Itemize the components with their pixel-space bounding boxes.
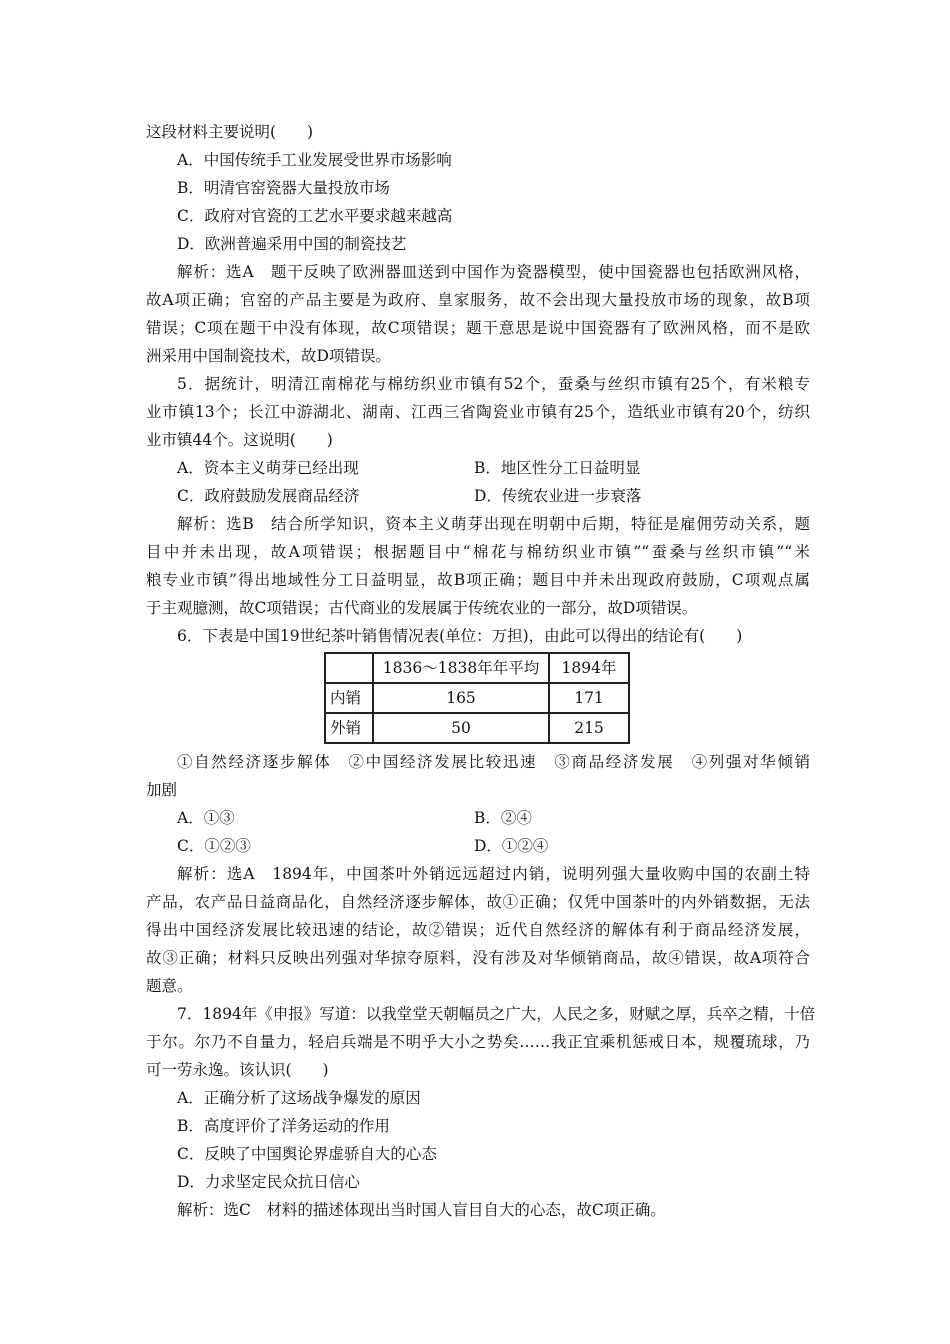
q4-analysis-line: 故A项正确；官窑的产品主要是为政府、皇家服务，故不会出现大量投放市场的现象，故B项 <box>146 291 810 309</box>
q7-analysis-line: 解析：选C 材料的描述体现出当时国人盲目自大的心态，故C项正确。 <box>177 1201 666 1219</box>
table-header-cell: 1894年 <box>549 653 629 683</box>
q6-analysis-line: 题意。 <box>146 977 193 995</box>
table-cell: 215 <box>549 713 629 743</box>
q5-analysis-line: 目中并未出现，故A项错误；根据题目中“棉花与棉纺织业市镇”“蚕桑与丝织市镇”“米 <box>146 543 810 561</box>
q5-option-b: B．地区性分工日益明显 <box>474 459 641 477</box>
q6-analysis-line: 产品，农产品日益商品化，自然经济逐步解体，故①正确；仅凭中国茶叶的内外销数据，无法 <box>146 893 810 911</box>
q6-conclusions-line: 加剧 <box>146 781 178 799</box>
q5-analysis-line: 解析：选B 结合所学知识，资本主义萌芽出现在明朝中后期，特征是雇佣劳动关系，题 <box>177 515 810 533</box>
q5-stem-line: 业市镇44个。这说明( ) <box>146 431 333 449</box>
q6-analysis-line: 故③正确；材料只反映出列强对华掠夺原料，没有涉及对华倾销商品，故④错误，故A项符合 <box>146 949 810 967</box>
q6-options-row <box>146 832 810 860</box>
q5-option-a: A．资本主义萌芽已经出现 <box>177 459 359 477</box>
q6-conclusions-line: ①自然经济逐步解体 ②中国经济发展比较迅速 ③商品经济发展 ④列强对华倾销 <box>177 753 810 771</box>
table-row <box>325 683 629 713</box>
q5-options-row <box>146 482 810 510</box>
table-cell: 171 <box>549 683 629 713</box>
q7-option-c: C．反映了中国舆论界虚骄自大的心态 <box>177 1145 437 1163</box>
q6-options-row <box>146 804 810 832</box>
q5-stem-line: 5．据统计，明清江南棉花与棉纺织业市镇有52个，蚕桑与丝织市镇有25个，有米粮专 <box>177 375 810 393</box>
table-row-label: 内销 <box>325 683 373 713</box>
q4-option-c: C．政府对官瓷的工艺水平要求越来越高 <box>177 207 453 225</box>
table-cell: 165 <box>373 683 549 713</box>
table-corner-cell <box>325 653 373 683</box>
q7-option-a: A．正确分析了这场战争爆发的原因 <box>177 1089 421 1107</box>
q5-analysis-line: 于主观臆测，故C项错误；古代商业的发展属于传统农业的一部分，故D项错误。 <box>146 599 698 617</box>
q4-option-d: D．欧洲普遍采用中国的制瓷技艺 <box>177 235 407 253</box>
q4-option-b: B．明清官窑瓷器大量投放市场 <box>177 179 390 197</box>
q6-stem: 6．下表是中国19世纪茶叶销售情况表(单位：万担)，由此可以得出的结论有( ) <box>177 627 743 645</box>
q6-option-b: B．②④ <box>474 809 532 827</box>
q7-stem-line: 7．1894年《申报》写道：以我堂堂天朝幅员之广大，人民之多，财赋之厚，兵卒之精，十倍 <box>177 1005 816 1023</box>
q6-analysis-line: 解析：选A 1894年，中国茶叶外销远远超过内销，说明列强大量收购中国的农副土特 <box>177 865 810 883</box>
table-header-cell: 1836～1838年年平均 <box>373 653 549 683</box>
document-page <box>146 118 816 1224</box>
q6-option-a: A．①③ <box>177 809 235 827</box>
q4-analysis-line: 解析：选A 题干反映了欧洲器皿送到中国作为瓷器模型，使中国瓷器也包括欧洲风格， <box>177 263 810 281</box>
q5-option-c: C．政府鼓励发展商品经济 <box>177 487 360 505</box>
q4-stem: 这段材料主要说明( ) <box>146 123 314 141</box>
q7-stem-line: 可一劳永逸。该认识( ) <box>146 1061 329 1079</box>
table-header-row <box>325 653 629 683</box>
table-row-label: 外销 <box>325 713 373 743</box>
q4-analysis-line: 洲采用中国制瓷技术，故D项错误。 <box>146 347 391 365</box>
q5-options-row <box>146 454 810 482</box>
q4-analysis-line: 错误；C项在题干中没有体现，故C项错误；题干意思是说中国瓷器有了欧洲风格，而不是欧 <box>146 319 810 337</box>
q6-option-c: C．①②③ <box>177 837 251 855</box>
q4-option-a: A．中国传统手工业发展受世界市场影响 <box>177 151 452 169</box>
q7-option-d: D．力求坚定民众抗日信心 <box>177 1173 360 1191</box>
q6-option-d: D．①②④ <box>474 837 549 855</box>
table-cell: 50 <box>373 713 549 743</box>
q5-stem-line: 业市镇13个；长江中游湖北、湖南、江西三省陶瓷业市镇有25个，造纸业市镇有20个，纺织 <box>146 403 810 421</box>
table-row <box>325 713 629 743</box>
q6-analysis-line: 得出中国经济发展比较迅速的结论，故②错误；近代自然经济的解体有利于商品经济发展， <box>146 921 810 939</box>
q5-analysis-line: 粮专业市镇”得出地域性分工日益明显，故B项正确；题目中并未出现政府鼓励，C项观点属 <box>146 571 810 589</box>
q7-option-b: B．高度评价了洋务运动的作用 <box>177 1117 390 1135</box>
q7-stem-line: 于尔。尔乃不自量力，轻启兵端是不明乎大小之势矣……我正宜乘机惩戒日本，规覆琉球，乃 <box>146 1033 810 1051</box>
tea-sales-table <box>324 652 630 744</box>
q5-option-d: D．传统农业进一步衰落 <box>474 487 642 505</box>
